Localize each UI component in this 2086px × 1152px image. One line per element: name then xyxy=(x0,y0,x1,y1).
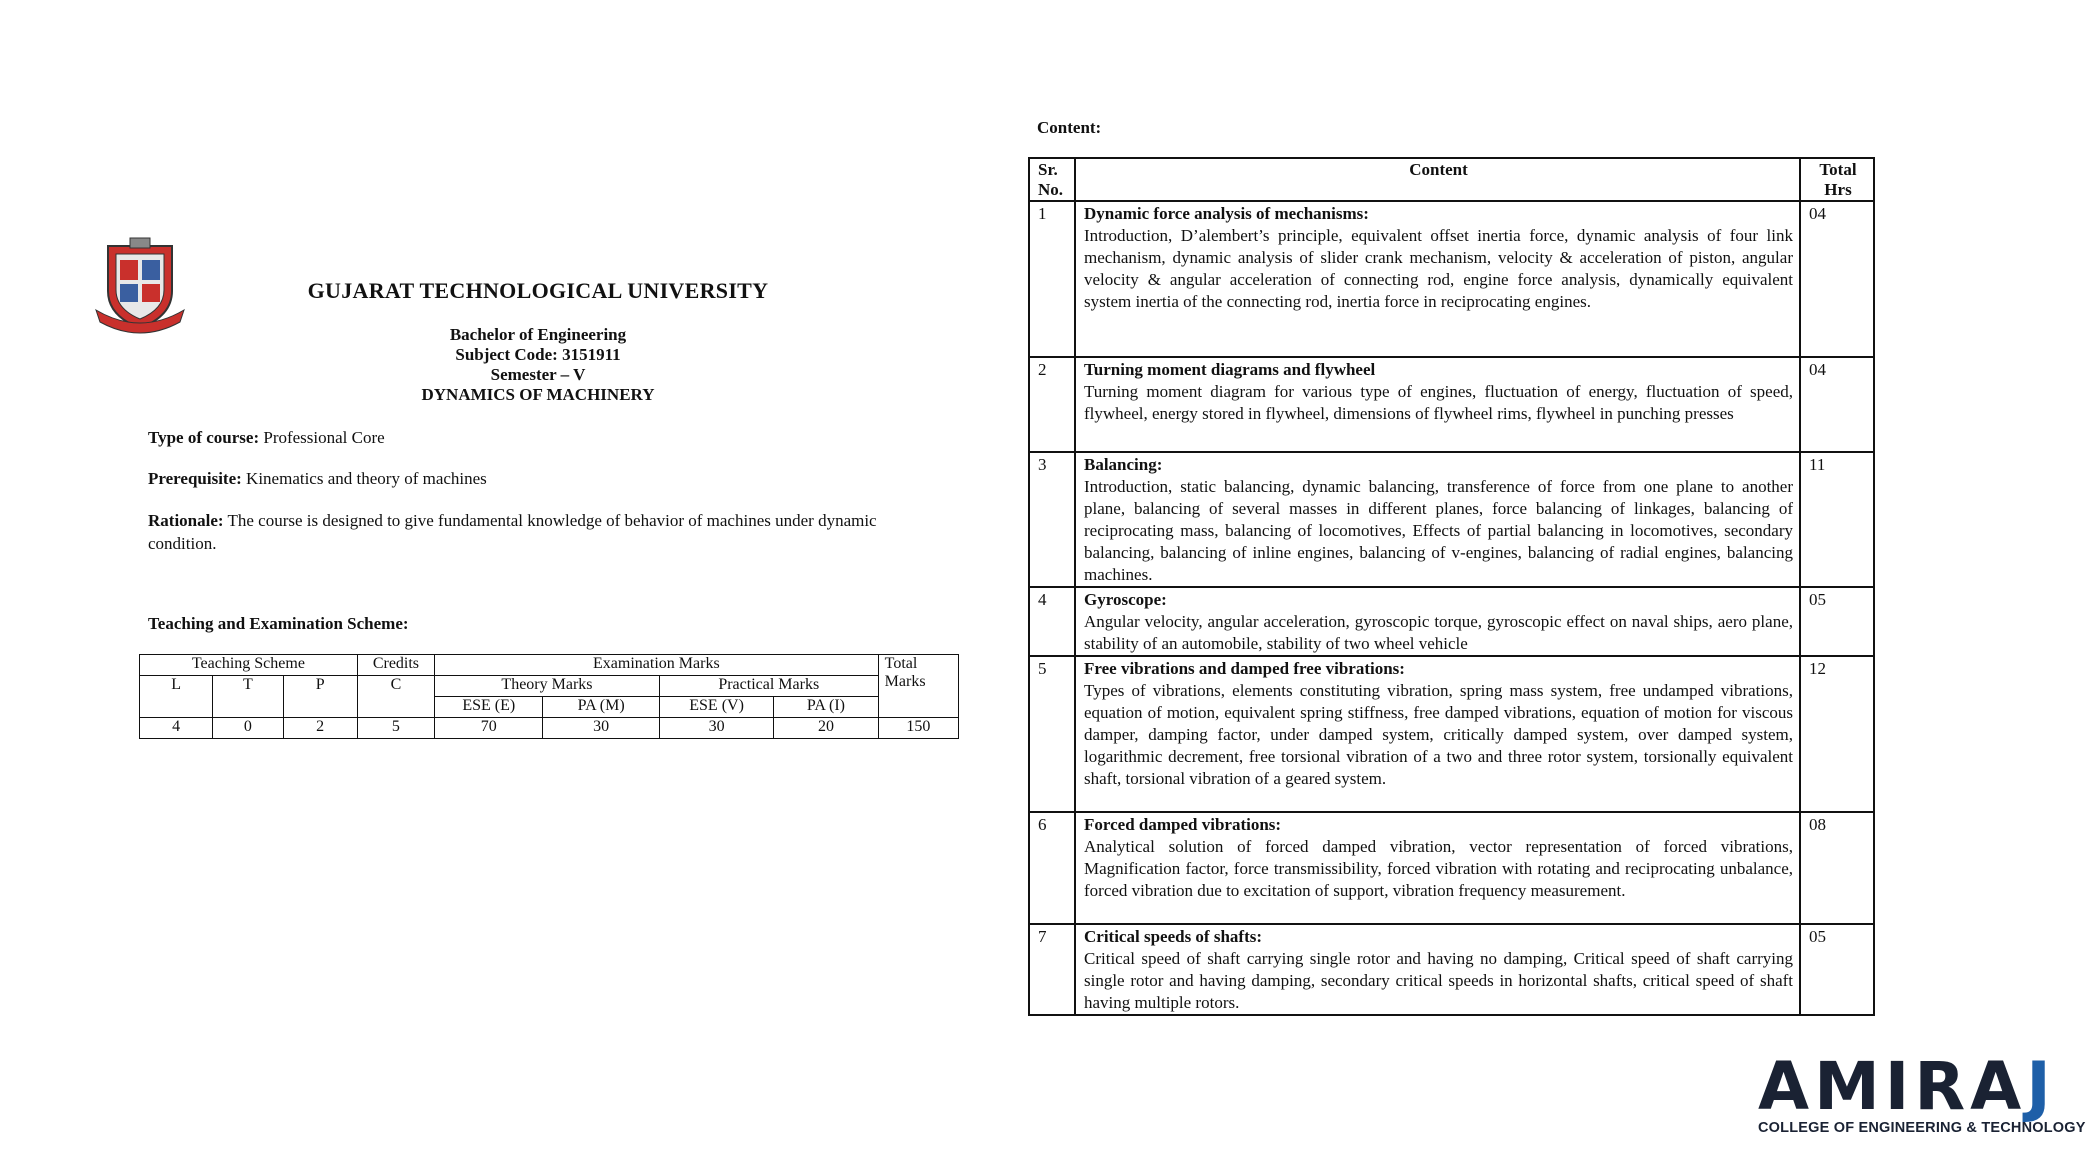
exam-marks-header: Examination Marks xyxy=(435,655,879,676)
row-hours: 05 xyxy=(1800,587,1874,656)
pa-m-value: 30 xyxy=(543,718,659,739)
content-row xyxy=(1029,201,1874,357)
c-value: 5 xyxy=(357,718,434,739)
total-label: Total xyxy=(884,655,918,672)
hrs-header xyxy=(1800,158,1874,201)
content-title: Content: xyxy=(1037,118,1102,137)
p-value: 2 xyxy=(283,718,357,739)
logo-wordmark xyxy=(1758,1048,2056,1125)
row-sr-no: 7 xyxy=(1029,924,1075,1015)
t-header: T xyxy=(213,676,283,718)
content-row xyxy=(1029,587,1874,656)
course-type xyxy=(148,426,928,449)
teaching-scheme-header: Teaching Scheme xyxy=(140,655,358,676)
semester-line: Semester – V xyxy=(490,365,586,384)
prerequisite xyxy=(148,467,928,490)
row-description: Angular velocity, angular acceleration, gyroscopic torque, gyroscopic effect on naval ships, aero plane, stability of an automobile, stability of two wheel vehicle xyxy=(1084,612,1793,653)
pa-i-header: PA (I) xyxy=(774,697,878,718)
row-sr-no: 1 xyxy=(1029,201,1075,357)
row-topic: Forced damped vibrations: xyxy=(1084,815,1282,834)
row-hours: 04 xyxy=(1800,357,1874,452)
row-content xyxy=(1075,924,1800,1015)
scheme-title: Teaching and Examination Scheme: xyxy=(148,614,409,633)
subject-code-line: Subject Code: 3151911 xyxy=(455,345,621,364)
c-header: C xyxy=(357,676,434,718)
row-description: Introduction, D’alembert’s principle, equivalent offset inertia force, dynamic analysis of four link mechanism, dynamic analysis of slider crank mechanism, velocity & acceleration of piston, angular velocity & angular acceleration of connecting rod, engine force analysis, dynamically equivalent system inertia of the connecting rod, inertia force in reciprocating engines. xyxy=(1084,226,1793,311)
rationale-label: Rationale: xyxy=(148,511,224,530)
content-row xyxy=(1029,452,1874,587)
logo-subtitle: COLLEGE OF ENGINEERING & TECHNOLOGY xyxy=(1758,1120,2086,1136)
row-topic: Dynamic force analysis of mechanisms: xyxy=(1084,204,1369,223)
marks-label: Marks xyxy=(884,673,926,690)
l-value: 4 xyxy=(140,718,213,739)
row-hours: 11 xyxy=(1800,452,1874,587)
content-row xyxy=(1029,656,1874,812)
row-hours: 08 xyxy=(1800,812,1874,924)
content-row xyxy=(1029,357,1874,452)
pa-i-value: 20 xyxy=(774,718,878,739)
degree-line: Bachelor of Engineering xyxy=(449,325,627,344)
content-header: Content xyxy=(1075,158,1800,201)
pa-m-header: PA (M) xyxy=(543,697,659,718)
row-hours: 04 xyxy=(1800,201,1874,357)
university-seal-icon xyxy=(90,236,190,336)
row-description: Critical speed of shaft carrying single rotor and having no damping, Critical speed of shaft carrying single rotor and having damping, secondary critical speeds in horizontal shafts, critical speed of shaft having multiple rotors. xyxy=(1084,949,1793,1012)
row-sr-no: 5 xyxy=(1029,656,1075,812)
credits-header: Credits xyxy=(357,655,434,676)
row-description: Turning moment diagram for various type of engines, fluctuation of energy, fluctuation of speed, flywheel, energy stored in flywheel, dimensions of flywheel rims, flywheel in punching presses xyxy=(1084,382,1793,423)
prerequisite-value: Kinematics and theory of machines xyxy=(246,469,487,488)
t-value: 0 xyxy=(213,718,283,739)
row-content xyxy=(1075,656,1800,812)
rationale xyxy=(148,509,938,555)
row-content xyxy=(1075,452,1800,587)
theory-marks-header: Theory Marks xyxy=(435,676,660,697)
sr-header xyxy=(1029,158,1075,201)
university-name: GUJARAT TECHNOLOGICAL UNIVERSITY xyxy=(307,278,769,303)
row-sr-no: 3 xyxy=(1029,452,1075,587)
row-hours: 05 xyxy=(1800,924,1874,1015)
scheme-table xyxy=(139,654,959,739)
total-hrs-label: Total xyxy=(1819,160,1857,179)
row-topic: Free vibrations and damped free vibrations: xyxy=(1084,659,1405,678)
row-description: Analytical solution of forced damped vibration, vector representation of forced vibrations, Magnification factor, force transmissibility, forced vibration with rotating and reciprocating unbalance, forced vibration due to excitation of support, vibration frequency measurement. xyxy=(1084,837,1793,900)
college-logo xyxy=(1758,1048,2086,1136)
total-value: 150 xyxy=(878,718,958,739)
row-sr-no: 6 xyxy=(1029,812,1075,924)
row-topic: Gyroscope: xyxy=(1084,590,1167,609)
row-topic: Critical speeds of shafts: xyxy=(1084,927,1263,946)
prerequisite-label: Prerequisite: xyxy=(148,469,242,488)
row-content xyxy=(1075,587,1800,656)
total-marks-header xyxy=(878,655,958,718)
rationale-value: The course is designed to give fundamental knowledge of behavior of machines under dynamic condition. xyxy=(148,511,877,553)
row-topic: Turning moment diagrams and flywheel xyxy=(1084,360,1376,379)
row-content xyxy=(1075,201,1800,357)
subject-name: DYNAMICS OF MACHINERY xyxy=(421,385,655,404)
hrs-label: Hrs xyxy=(1824,180,1852,199)
p-header: P xyxy=(283,676,357,718)
course-type-label: Type of course: xyxy=(148,428,260,447)
ese-v-header: ESE (V) xyxy=(659,697,773,718)
row-content xyxy=(1075,812,1800,924)
logo-letters-mid: MIRA xyxy=(1814,1048,2027,1125)
ese-v-value: 30 xyxy=(659,718,773,739)
row-description: Introduction, static balancing, dynamic balancing, transference of force from one plane to another plane, balancing of several masses in different planes, force balancing of linkages, balancing of reciprocating mass, balancing of locomotives, Effects of partial balancing in locomotives, secondary balancing, balancing of inline engines, balancing of v-engines, balancing of radial engines, balancing machines. xyxy=(1084,477,1793,584)
row-topic: Balancing: xyxy=(1084,455,1163,474)
row-hours: 12 xyxy=(1800,656,1874,812)
practical-marks-header: Practical Marks xyxy=(659,676,878,697)
row-description: Types of vibrations, elements constituting vibration, spring mass system, free undamped vibrations, equation of motion, equivalent spring stiffness, free damped vibrations, equation of motion for viscous damper, damping factor, under damped system, critically damped system, over damped system, logarithmic decrement, free torsional vibration of a two and three rotor system, torsionally equivalent shaft, torsional vibration of a geared system. xyxy=(1084,681,1793,788)
row-sr-no: 2 xyxy=(1029,357,1075,452)
logo-letter-a: A xyxy=(1758,1048,1815,1125)
ese-e-header: ESE (E) xyxy=(435,697,543,718)
ese-e-value: 70 xyxy=(435,718,543,739)
content-row xyxy=(1029,812,1874,924)
row-content xyxy=(1075,357,1800,452)
content-table xyxy=(1028,157,1875,1016)
row-sr-no: 4 xyxy=(1029,587,1075,656)
no-label: No. xyxy=(1038,180,1064,199)
logo-letter-j: J xyxy=(2026,1048,2056,1125)
l-header: L xyxy=(140,676,213,718)
content-row xyxy=(1029,924,1874,1015)
sr-label: Sr. xyxy=(1038,160,1058,179)
course-type-value: Professional Core xyxy=(263,428,385,447)
